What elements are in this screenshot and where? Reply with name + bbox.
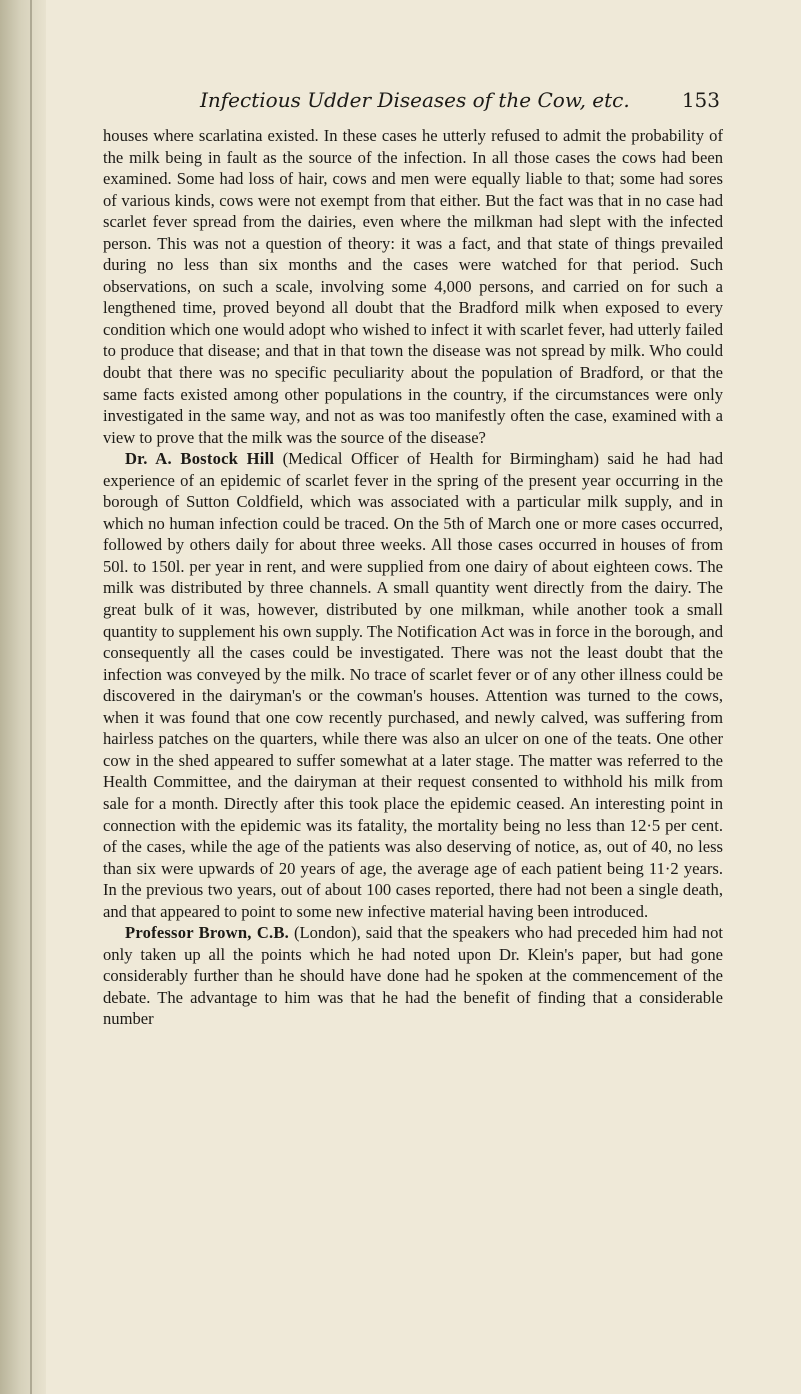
page-gutter-shadow [0,0,46,1394]
binding-edge [30,0,32,1394]
paragraph-bostock-hill [103,448,723,922]
paragraph-professor-brown [103,922,723,1030]
running-header [200,88,720,118]
paragraph-continuation [103,125,723,448]
body-text [103,125,723,1030]
paragraph-text: houses where scarlatina existed. In these cases he utterly refused to admit the probability of the milk being in fault as the source of the infection. In all those cases the cows had been examined. Some had loss of hair, cows and men were equally liable to that; some had sores of various kinds, cows were not exempt from that either. But the fact was that in no case had scarlet fever spread from the dairies, even where the milkman had slept with the infected person. This was not a question of theory: it was a fact, and that state of things prevailed during no less than six months and the cases were watched for that period. Such observations, on such a scale, involving some 4,000 persons, and carried on for such a lengthened time, proved beyond all doubt that the Bradford milk when exposed to every condition which one would adopt who wished to infect it with scarlet fever, had utterly failed to produce that disease; and that in that town the disease was not spread by milk. Who could doubt that there was no specific peculiarity about the population of Bradford, or that the same facts existed among other populations in the country, if the circumstances were only investigated in the same way, and not as was too manifestly often the case, examined with a view to prove that the milk was the source of the disease? [103,126,723,447]
speaker-name: Professor Brown, C.B. [125,923,289,943]
running-title: Infectious Udder Diseases of the Cow, etc. [200,88,630,112]
speaker-name: Dr. A. Bostock Hill [125,449,275,469]
page-number: 153 [681,88,720,112]
paragraph-text: (Medical Officer of Health for Birmingham) said he had had experience of an epidemic of scarlet fever in the spring of the present year occurring in the borough of Sutton Coldfield, which was associated with a particular milk supply, and in which no human infection could be traced. On the 5th of March one or more cases occurred, followed by others daily for about three weeks. All those cases occurred in houses of from 50l. to 150l. per year in rent, and were supplied from one dairy of about eighteen cows. The milk was distributed by three channels. A small quantity went directly from the dairy. The great bulk of it was, however, distributed by one milkman, while another took a small quantity to supplement his own supply. The Notification Act was in force in the borough, and consequently all the cases could be investigated. There was not the least doubt that the infection was conveyed by the milk. No trace of scarlet fever or of any other illness could be discovered in the dairyman's or the cowman's houses. Attention was turned to the cows, when it was found that one cow recently purchased, and newly calved, was suffering from hairless patches on the quarters, while there was also an ulcer on one of the teats. One other cow in the shed appeared to suffer somewhat at a later stage. The matter was referred to the Health Committee, and the dairyman at their request consented to withhold his milk from sale for a month. Directly after this took place the epidemic ceased. An interesting point in connection with the epidemic was its fatality, the mortality being no less than 12·5 per cent. of the cases, while the age of the patients was also deserving of notice, as, out of 40, no less than six were upwards of 20 years of age, the average age of each patient being 11·2 years. In the previous two years, out of about 100 cases reported, there had not been a single death, and that appeared to point to some new infective material having been introduced. [103,449,723,921]
paragraph-text: (London), said that the speakers who had preceded him had not only taken up all the points which he had noted upon Dr. Klein's paper, but had gone considerably further than he should have done had he spoken at the commencement of the debate. The advantage to him was that he had the benefit of finding that a considerable number [103,923,723,1029]
